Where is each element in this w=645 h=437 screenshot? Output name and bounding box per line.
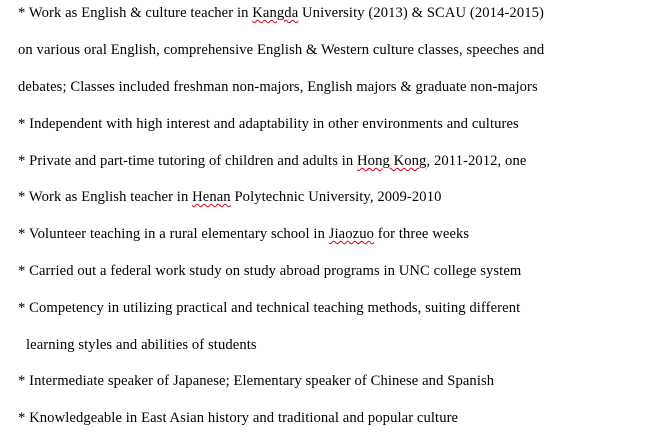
line-12-text: * Knowledgeable in East Asian history and traditional and popular culture [18, 410, 459, 426]
line-6-text-b: Polytechnic University, 2009-2010 [230, 189, 442, 205]
line-9-text: * Competency in utilizing practical and technical teaching methods, suiting different [18, 300, 521, 316]
spellcheck-word-henan: Henan [192, 189, 231, 205]
resume-line-3 [18, 78, 538, 96]
spellcheck-word-kangda: Kangda [252, 5, 299, 21]
resume-line-1 [18, 4, 544, 22]
spellcheck-word-hong-kong: Hong Kong [357, 153, 427, 169]
resume-line-6 [18, 188, 442, 206]
line-2-text: on various oral English, comprehensive English & Western culture classes, speeches and [18, 42, 545, 58]
resume-line-8 [18, 262, 521, 280]
resume-line-10 [26, 336, 257, 354]
line-7-text-a: * Volunteer teaching in a rural elementary school in [18, 226, 329, 242]
line-7-text-b: for three weeks [374, 226, 470, 242]
resume-line-11 [18, 372, 494, 390]
line-8-text: * Carried out a federal work study on study abroad programs in UNC college system [18, 263, 522, 279]
line-11-text: * Intermediate speaker of Japanese; Elementary speaker of Chinese and Spanish [18, 373, 495, 389]
line-4-text: * Independent with high interest and adaptability in other environments and cultures [18, 116, 519, 132]
line-1-text-b: University (2013) & SCAU (2014-2015) [298, 5, 544, 21]
line-5-text-b: , 2011-2012, one [426, 153, 527, 169]
spellcheck-word-jiaozuo: Jiaozuo [328, 226, 375, 242]
resume-line-4 [18, 115, 519, 133]
resume-line-2 [18, 41, 544, 59]
resume-line-9 [18, 299, 520, 317]
resume-line-12 [18, 409, 458, 427]
resume-line-7 [18, 225, 469, 243]
resume-line-5 [18, 152, 526, 170]
line-5-text-a: * Private and part-time tutoring of children and adults in [18, 153, 358, 169]
line-6-text-a: * Work as English teacher in [18, 189, 193, 205]
line-10-text: learning styles and abilities of students [26, 337, 257, 353]
line-1-text-a: * Work as English & culture teacher in [18, 5, 253, 21]
line-3-text: debates; Classes included freshman non-majors, English majors & graduate non-majors [18, 79, 538, 95]
